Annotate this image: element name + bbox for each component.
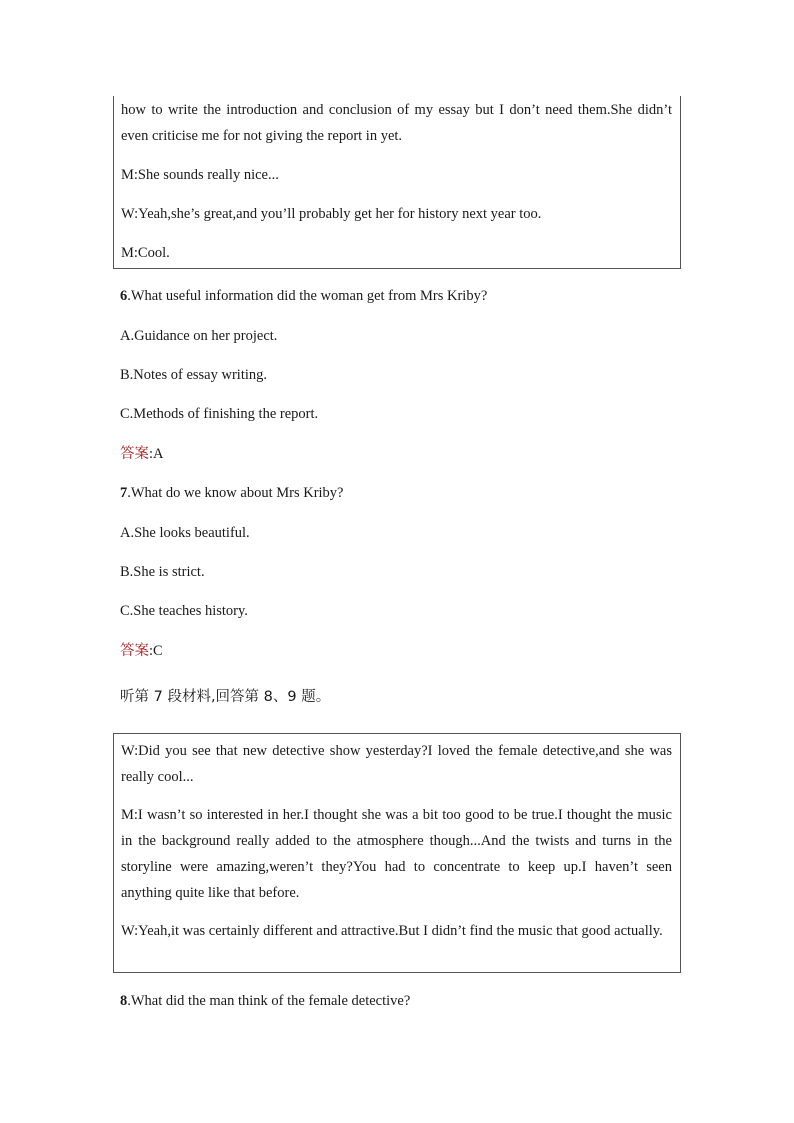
transcript-paragraph: M:She sounds really nice... — [121, 167, 279, 183]
answer-label: 答案 — [120, 446, 149, 462]
question-7 — [120, 483, 344, 503]
question-6 — [120, 286, 487, 306]
transcript-paragraph: W:Did you see that new detective show yesterday?I loved the female detective,and she was really cool... — [121, 743, 672, 785]
transcript-paragraph: W:Yeah,it was certainly different and attractive.But I didn’t find the music that good actually. — [121, 923, 663, 939]
answer-value: :C — [149, 643, 163, 659]
transcript-box-1 — [113, 96, 681, 269]
option-a: A.She looks beautiful. — [120, 525, 250, 541]
option-c: C.She teaches history. — [120, 603, 248, 619]
question-number: 8 — [120, 993, 128, 1009]
transcript-paragraph: M:Cool. — [121, 245, 170, 261]
transcript-paragraph: M:I wasn’t so interested in her.I thought she was a bit too good to be true.I thought the music in the background really added to the atmosphere though...And the twists and turns in the storyline were amazing,weren’t they?You had to concentrate to keep up.I haven’t seen anything quite like that before. — [121, 807, 672, 901]
option-c: C.Methods of finishing the report. — [120, 406, 319, 422]
answer — [120, 444, 164, 464]
question-number: 6 — [120, 288, 128, 304]
answer-value: :A — [149, 446, 164, 462]
answer-label: 答案 — [120, 643, 149, 659]
question-number: 7 — [120, 485, 128, 501]
option-a: A.Guidance on her project. — [120, 328, 278, 344]
question-text: .What useful information did the woman get from Mrs Kriby? — [127, 288, 488, 304]
question-8 — [120, 991, 410, 1011]
option-b: B.She is strict. — [120, 564, 205, 580]
transcript-box-2 — [113, 733, 681, 973]
question-text: .What did the man think of the female detective? — [127, 993, 411, 1009]
option-b: B.Notes of essay writing. — [120, 367, 267, 383]
section-heading: 听第 7 段材料,回答第 8、9 题。 — [120, 689, 331, 705]
answer — [120, 641, 163, 661]
transcript-paragraph: how to write the introduction and conclusion of my essay but I don’t need them.She didn’t even criticise me for not giving the report in yet. — [121, 102, 672, 144]
question-text: .What do we know about Mrs Kriby? — [127, 485, 344, 501]
transcript-paragraph: W:Yeah,she’s great,and you’ll probably get her for history next year too. — [121, 206, 542, 222]
